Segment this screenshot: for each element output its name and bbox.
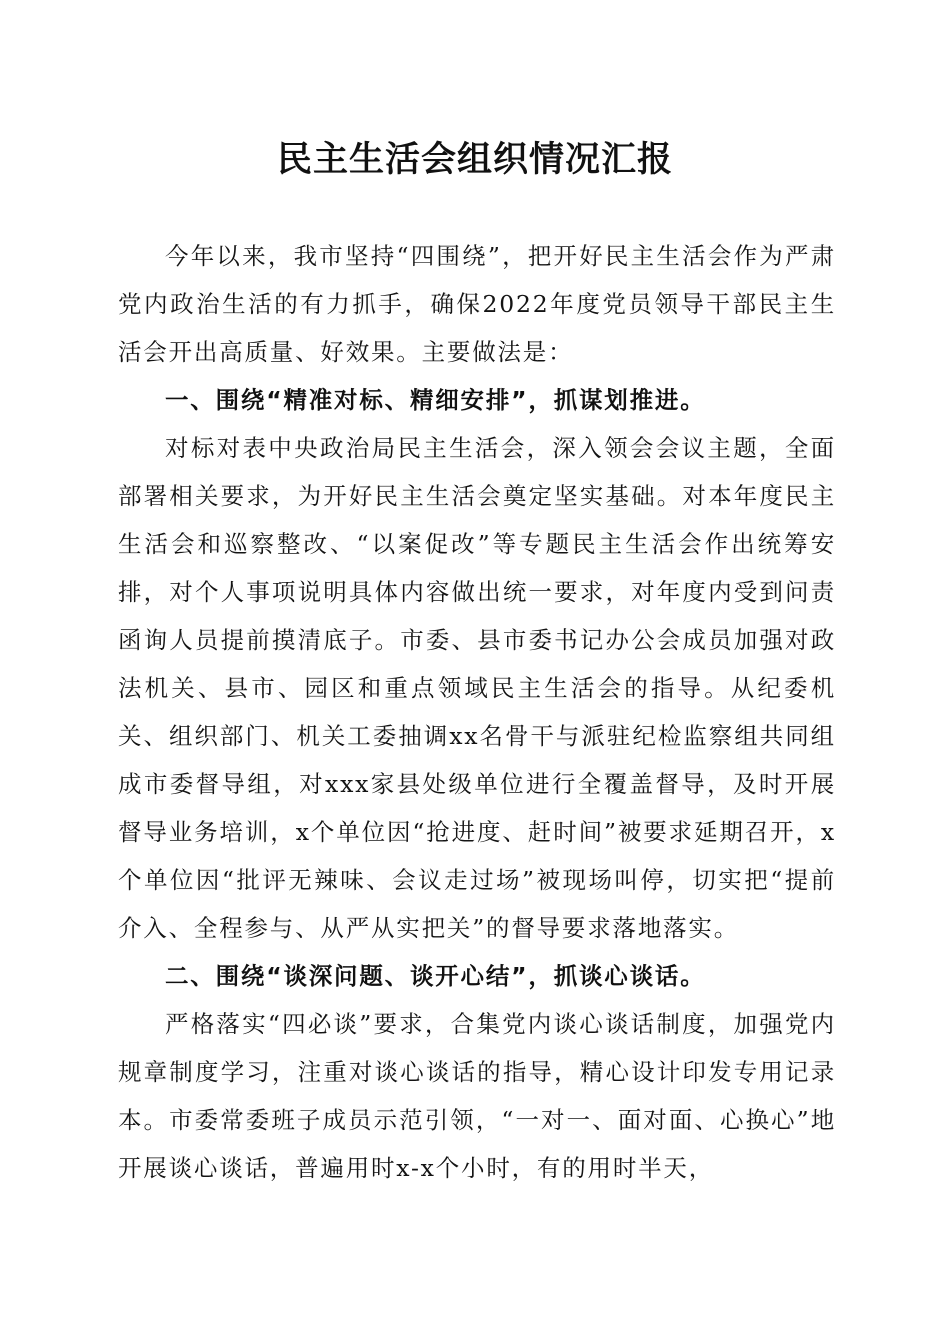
- document-body: [118, 232, 836, 1192]
- document-title: 民主生活会组织情况汇报: [276, 139, 673, 180]
- intro-paragraph: 今年以来，我市坚持“四围绕”，把开好民主生活会作为严肃党内政治生活的有力抓手，确保2022年度党员领导干部民主生活会开出高质量、好效果。主要做法是：: [118, 242, 836, 366]
- section-2-heading: 二、围绕“谈深问题、谈开心结”，抓谈心谈话。: [165, 962, 706, 990]
- section-1-paragraph: 对标对表中央政治局民主生活会，深入领会会议主题，全面部署相关要求，为开好民主生活会奠定坚实基础。对本年度民主生活会和巡察整改、“以案促改”等专题民主生活会作出统筹安排，对个人事项说明具体内容做出统一要求，对年度内受到问责函询人员提前摸清底子。市委、县市委书记办公会成员加强对政法机关、县市、园区和重点领域民主生活会的指导。从纪委机关、组织部门、机关工委抽调xx名骨干与派驻纪检监察组共同组成市委督导组，对xxx家县处级单位进行全覆盖督导，及时开展督导业务培训，x个单位因“抢进度、赶时间”被要求延期召开，x个单位因“批评无辣味、会议走过场”被现场叫停，切实把“提前介入、全程参与、从严从实把关”的督导要求落地落实。: [118, 434, 836, 942]
- section-1-heading: 一、围绕“精准对标、精细安排”，抓谋划推进。: [165, 386, 706, 414]
- section-2-paragraph: 严格落实“四必谈”要求，合集党内谈心谈话制度，加强党内规章制度学习，注重对谈心谈话的指导，精心设计印发专用记录本。市委常委班子成员示范引领，“一对一、面对面、心换心”地开展谈心谈话，普遍用时x-x个小时，有的用时半天，: [118, 1010, 836, 1182]
